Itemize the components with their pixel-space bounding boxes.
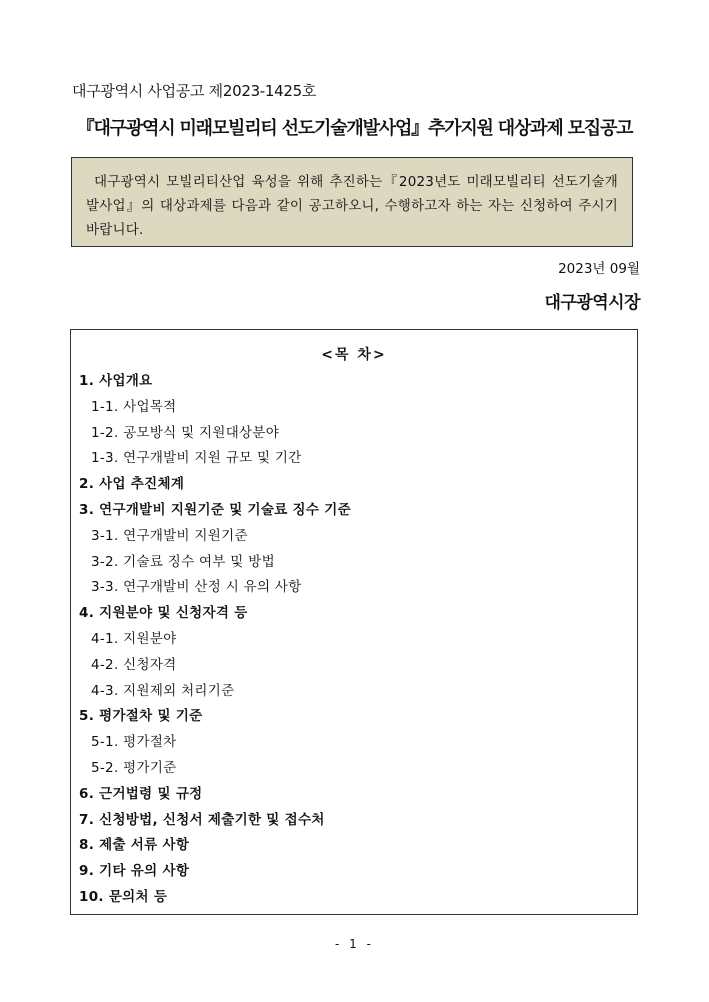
toc-subsection: 5-1. 평가절차 [91,734,177,751]
table-of-contents [70,329,638,915]
toc-section: 8. 제출 서류 사항 [79,837,190,854]
toc-subsection: 4-1. 지원분야 [91,630,177,647]
toc-section: 5. 평가절차 및 기준 [79,708,203,725]
toc-section: 3. 연구개발비 지원기준 및 기술료 징수 기준 [79,501,351,518]
toc-subsection: 1-3. 연구개발비 지원 규모 및 기간 [91,450,302,467]
toc-section: 7. 신청방법, 신청서 제출기한 및 접수처 [79,811,325,828]
toc-subsection: 3-2. 기술료 징수 여부 및 방법 [91,553,275,570]
notice-number: 대구광역시 사업공고 제2023-1425호 [72,82,317,100]
toc-subsection: 1-1. 사업목적 [91,398,177,415]
intro-text: 대구광역시 모빌리티산업 육성을 위해 추진하는『2023년도 미래모빌리티 선도기술개발사업』의 대상과제를 다음과 같이 공고하오니, 수행하고자 하는 자는 신청하여 주시기 바랍니다. [86,174,618,238]
toc-subsection: 4-2. 신청자격 [91,656,177,673]
toc-subsection: 1-2. 공모방식 및 지원대상분야 [91,424,280,441]
toc-heading: <목 차> [321,347,387,363]
toc-subsection: 5-2. 평가기준 [91,759,177,776]
toc-section: 10. 문의처 등 [79,888,168,905]
toc-section: 4. 지원분야 및 신청자격 등 [79,605,248,622]
toc-list [79,369,351,911]
toc-subsection: 3-1. 연구개발비 지원기준 [91,527,248,544]
toc-section: 6. 근거법령 및 규정 [79,785,203,802]
issuer-name: 대구광역시장 [544,293,640,313]
document-title: 『대구광역시 미래모빌리티 선도기술개발사업』추가지원 대상과제 모집공고 [76,118,633,139]
toc-subsection: 3-3. 연구개발비 산정 시 유의 사항 [91,579,302,596]
toc-subsection: 4-3. 지원제외 처리기준 [91,682,235,699]
toc-section: 2. 사업 추진체계 [79,476,185,493]
toc-section: 9. 기타 유의 사항 [79,863,190,880]
intro-box [71,157,633,247]
page-number: - 1 - [335,937,374,951]
issue-date: 2023년 09월 [558,261,640,277]
toc-section: 1. 사업개요 [79,373,153,389]
